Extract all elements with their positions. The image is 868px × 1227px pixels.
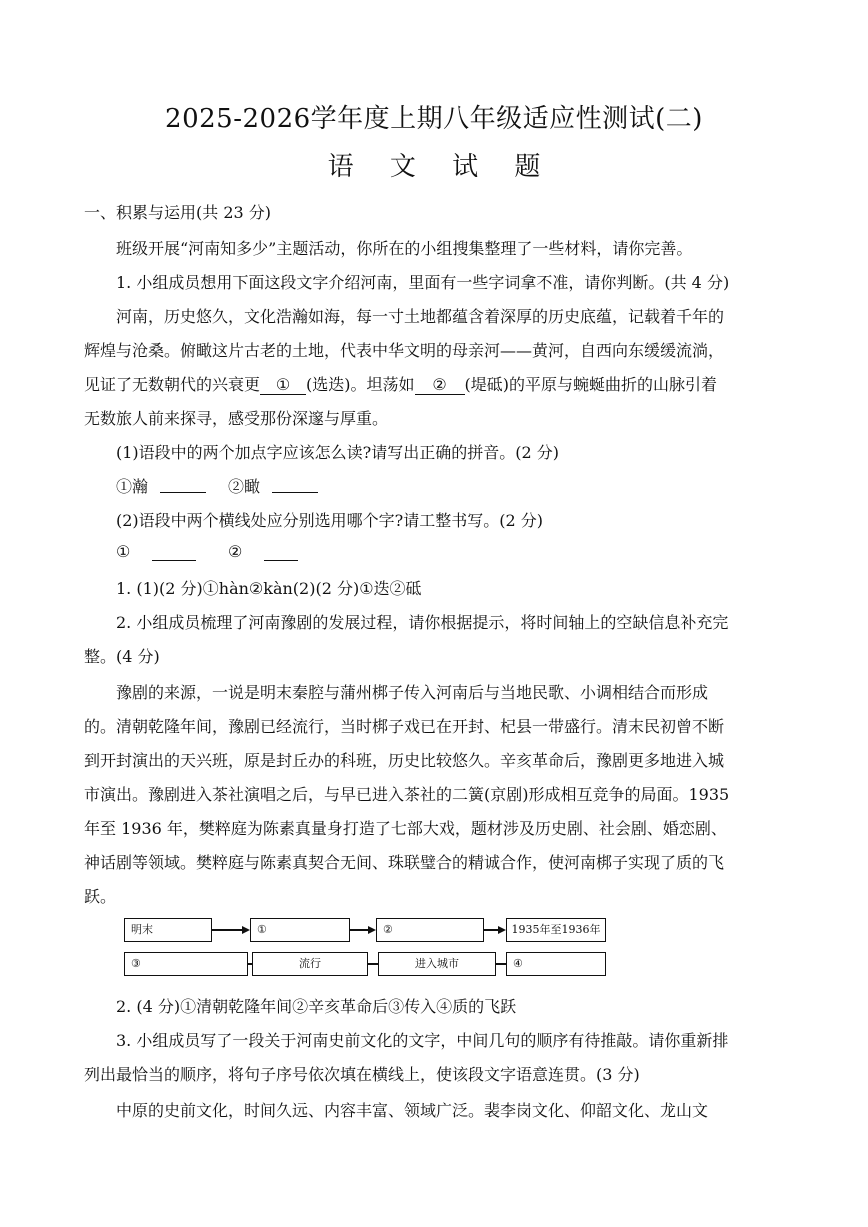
- q1-para-line4: 无数旅人前来探寻，感受那份深邃与厚重。: [84, 409, 389, 428]
- q2-stem-line2: 整。(4 分): [84, 647, 160, 666]
- q3-stem-line2: 列出最恰当的顺序，将句子序号依次填在横线上，使该段文字语意连贯。(3 分): [84, 1065, 640, 1084]
- q2-answer: 2. (4 分)①清朝乾隆年间②辛亥革命后③传入④质的飞跃: [116, 997, 517, 1016]
- q1-sub2-b-label: ②: [228, 542, 243, 561]
- section-intro: 班级开展“河南知多少”主题活动，你所在的小组搜集整理了一些材料，请你完善。: [116, 239, 693, 258]
- q1-para-line1: 河南，历史悠久，文化浩瀚如海，每一寸土地都蕴含着深厚的历史底蕴，记载着千年的: [116, 307, 725, 326]
- timeline-box-1[interactable]: ①: [250, 918, 350, 942]
- q2-passage-line6: 神话剧等领域。樊粹庭与陈素真契合无间、珠联璧合的精诚合作，使河南梆子实现了质的飞: [84, 853, 725, 872]
- q2-stem-line1: 2. 小组成员梳理了河南豫剧的发展过程，请你根据提示，将时间轴上的空缺信息补充完: [116, 613, 729, 632]
- timeline-box-2[interactable]: ②: [376, 918, 484, 942]
- q1-para-line2: 辉煌与沧桑。俯瞰这片古老的土地，代表中华文明的母亲河——黄河，自西向东缓缓流淌，: [84, 341, 725, 360]
- exam-title: 2025-2026学年度上期八年级适应性测试(二): [165, 104, 703, 134]
- timeline-box-4[interactable]: ④: [506, 952, 606, 976]
- q1-sub1-b-label: ②瞰: [228, 477, 261, 496]
- timeline-box-liuxing: 流行: [252, 952, 368, 976]
- q3-passage-line1: 中原的史前文化，时间久远、内容丰富、领域广泛。裴李岗文化、仰韶文化、龙山文: [116, 1101, 709, 1120]
- q2-passage-line5: 年至 1936 年，樊粹庭为陈素真量身打造了七部大戏，题材涉及历史剧、社会剧、婚恋剧、: [84, 819, 727, 838]
- timeline-connector: [212, 929, 244, 931]
- timeline-connector: [368, 963, 378, 965]
- q3-stem-line1: 3. 小组成员写了一段关于河南史前文化的文字，中间几句的顺序有待推敲。请你重新排: [116, 1031, 729, 1050]
- q1-sub2-b-answer[interactable]: [264, 542, 298, 561]
- timeline-arrow: [498, 926, 506, 934]
- q1-sub1-a-answer[interactable]: [160, 474, 206, 493]
- q2-passage-line4: 市演出。豫剧进入茶社演唱之后，与早已进入茶社的二簧(京剧)形成相互竞争的局面。1935: [84, 785, 730, 804]
- q1-sub1-b-answer[interactable]: [272, 474, 318, 493]
- timeline-box-1935: 1935年至1936年: [506, 918, 606, 942]
- q1-sub2-a-answer[interactable]: [152, 542, 196, 561]
- section-heading: 一、积累与运用(共 23 分): [84, 203, 272, 222]
- q1-answer: 1. (1)(2 分)①hàn②kàn(2)(2 分)①迭②砥: [116, 579, 422, 598]
- q1-para-line3-c: (堤砥)的平原与蜿蜒曲折的山脉引着: [464, 375, 718, 394]
- q1-stem: 1. 小组成员想用下面这段文字介绍河南，里面有一些字词拿不准，请你判断。(共 4 分): [116, 273, 730, 292]
- timeline-connector: [350, 929, 370, 931]
- q1-sub2-a-label: ①: [116, 542, 131, 561]
- q1-blank-1[interactable]: ①: [260, 375, 306, 395]
- q2-passage-line2: 的。清朝乾隆年间，豫剧已经流行，当时梆子戏已在开封、杞县一带盛行。清末民初曾不断: [84, 717, 725, 736]
- timeline-box-city: 进入城市: [378, 952, 496, 976]
- timeline-arrow: [242, 926, 250, 934]
- timeline-arrow: [368, 926, 376, 934]
- q2-passage-line7: 跃。: [84, 887, 117, 906]
- timeline-box-3[interactable]: ③: [124, 952, 248, 976]
- q1-blank-2[interactable]: ②: [415, 375, 465, 395]
- q1-para-line3-a: 见证了无数朝代的兴衰更: [84, 375, 261, 394]
- q1-para-line3: [84, 372, 788, 395]
- timeline-connector: [496, 963, 506, 965]
- q1-sub1: (1)语段中的两个加点字应该怎么读?请写出正确的拼音。(2 分): [116, 443, 559, 462]
- q1-sub2: (2)语段中两个横线处应分别选用哪个字?请工整书写。(2 分): [116, 511, 543, 530]
- timeline-box-ming: 明末: [124, 918, 212, 942]
- q2-passage-line3: 到开封演出的天兴班，原是封丘办的科班，历史比较悠久。辛亥革命后，豫剧更多地进入城: [84, 751, 725, 770]
- q1-para-line3-b: (选迭)。坦荡如: [306, 375, 415, 394]
- q2-passage-line1: 豫剧的来源，一说是明末秦腔与蒲州梆子传入河南后与当地民歌、小调相结合而形成: [116, 683, 709, 702]
- subject-title: 语 文 试 题: [327, 152, 555, 182]
- q1-sub1-a-label: ①瀚: [116, 477, 149, 496]
